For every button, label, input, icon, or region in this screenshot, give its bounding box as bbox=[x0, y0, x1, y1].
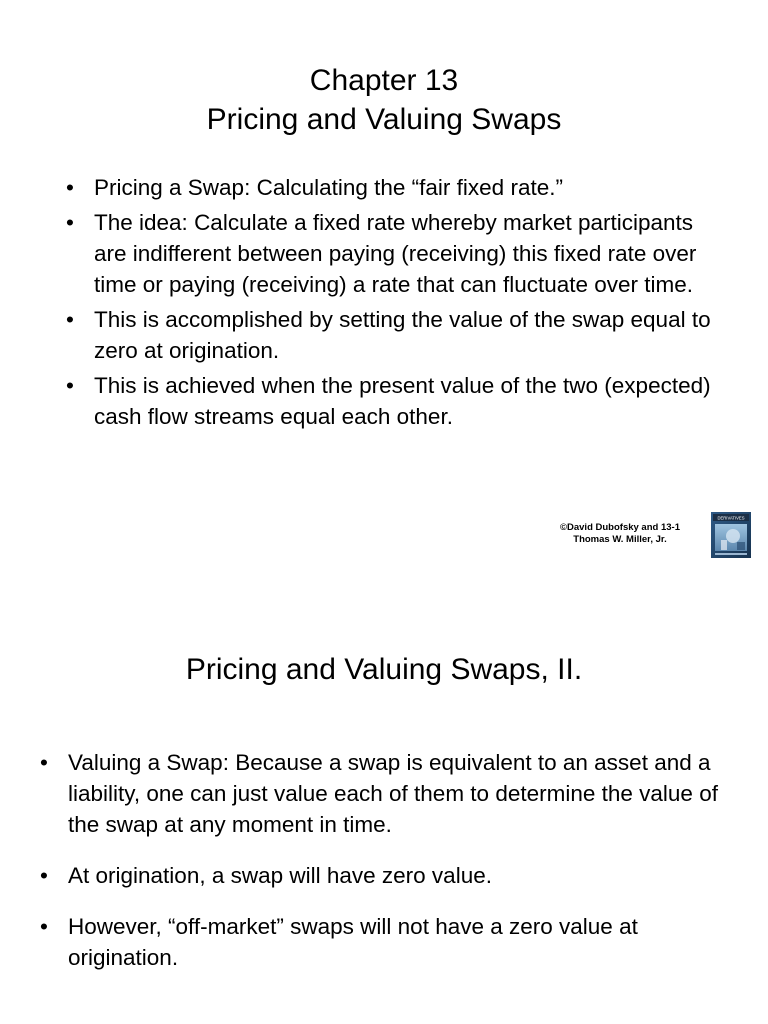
slide1-bullet-3 bbox=[66, 304, 726, 366]
slide2-bullet-1-text: Valuing a Swap: Because a swap is equivalent to an asset and a liability, one can just value each of them to determine the value of the swap at any moment in time. bbox=[68, 750, 718, 837]
bullet-icon: • bbox=[66, 307, 74, 332]
bullet-icon: • bbox=[40, 914, 48, 939]
bullet-icon: • bbox=[40, 750, 48, 775]
slide1-bullet-2-text: The idea: Calculate a fixed rate whereby market participants are indifferent between paying (receiving) this fixed rate over time or paying (receiving) a rate that can fluctuate over time. bbox=[94, 210, 697, 297]
slide1-bullet-1 bbox=[66, 172, 726, 203]
bullet-icon: • bbox=[66, 175, 74, 200]
slide1-bullet-2 bbox=[66, 207, 726, 300]
slide2-bullet-list bbox=[40, 747, 740, 993]
slide1-bullet-list bbox=[66, 172, 726, 436]
copyright-notice bbox=[540, 522, 700, 546]
slide1-bullet-4-text: This is achieved when the present value of the two (expected) cash flow streams equal each other. bbox=[94, 373, 711, 429]
book-cover-title: DERIVATIVES bbox=[717, 515, 745, 521]
copyright-line2: Thomas W. Miller, Jr. bbox=[573, 534, 667, 545]
slide2-bullet-3-text: However, “off-market” swaps will not have a zero value at origination. bbox=[68, 914, 638, 970]
slide1-bullet-4 bbox=[66, 370, 726, 432]
bullet-icon: • bbox=[66, 373, 74, 398]
copyright-line1: ©David Dubofsky and 13-1 bbox=[560, 522, 680, 533]
slide2-bullet-1 bbox=[40, 747, 740, 840]
slide2-bullet-3 bbox=[40, 911, 740, 973]
slide2-title: Pricing and Valuing Swaps, II. bbox=[185, 653, 583, 686]
slide1-bullet-3-text: This is accomplished by setting the value of the swap equal to zero at origination. bbox=[94, 307, 711, 363]
slide1-title-line1: Chapter 13 bbox=[309, 64, 459, 97]
slide1-title-line2: Pricing and Valuing Swaps bbox=[206, 103, 562, 136]
slide2-bullet-2-text: At origination, a swap will have zero value. bbox=[68, 863, 492, 888]
bullet-icon: • bbox=[40, 863, 48, 888]
slide1-title bbox=[0, 61, 768, 139]
slide1-bullet-1-text: Pricing a Swap: Calculating the “fair fixed rate.” bbox=[94, 175, 563, 200]
book-cover-image bbox=[711, 512, 751, 558]
slide2-bullet-2 bbox=[40, 860, 740, 891]
bullet-icon: • bbox=[66, 210, 74, 235]
